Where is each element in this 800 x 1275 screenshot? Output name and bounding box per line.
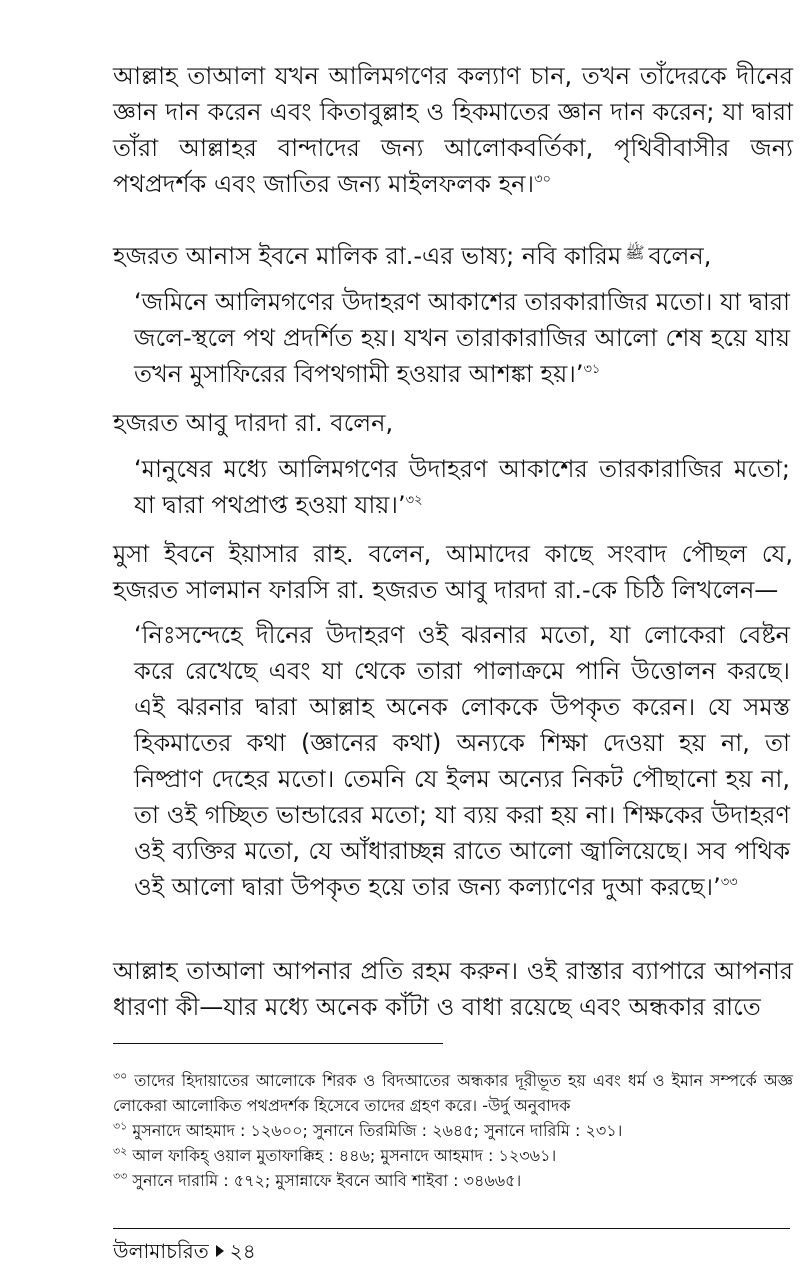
paragraph-4 (113, 536, 793, 608)
footnote-number: ৩৩ (113, 1169, 128, 1183)
footer-rule (113, 1228, 790, 1229)
paragraph-2-text-after: বলেন, (648, 242, 712, 270)
footnote-number: ৩১ (113, 1119, 128, 1133)
quote-1-text: ‘জমিনে আলিমগণের উদাহরণ আকাশের তারকারাজির মতো। যা দ্বারা জলে-স্থলে পথ প্রদর্শিত হয়। যখন তারাকারাজির আলো শেষ হয়ে যায় তখন মুসাফিরের বিপথগামী হওয়ার আশঙ্কা হয়।’ (134, 288, 790, 388)
quote-2-text: ‘মানুষের মধ্যে আলিমগণের উদাহরণ আকাশের তারকারাজির মতো; যা দ্বারা পথপ্রাপ্ত হওয়া যায়।’ (134, 455, 790, 519)
paragraph-5-text: আল্লাহ তাআলা আপনার প্রতি রহম করুন। ওই রাস্তার ব্যাপারে আপনার ধারণা কী—যার মধ্যে অনেক কাঁটা ও বাধা রয়েছে এবং অন্ধকার রাতে (113, 957, 793, 1021)
paragraph-3 (113, 405, 793, 441)
paragraph-1-text: আল্লাহ তাআলা যখন আলিমগণের কল্যাণ চান, তখন তাঁদেরকে দীনের জ্ঞান দান করেন এবং কিতাবুল্লাহ ও হিকমাতের জ্ঞান দান করেন; যা দ্বারা তাঁরা আল্লাহর বান্দাদের জন্য আলোকবর্তিকা, পৃথিবীবাসীর জন্য পথপ্রদর্শক এবং জাতির জন্য মাইলফলক হন। (113, 62, 793, 198)
paragraph-4-text: মুসা ইবনে ইয়াসার রাহ. বলেন, আমাদের কাছে সংবাদ পৌছল যে, হজরত সালমান ফারসি রা. হজরত আবু দারদা রা.-কে চিঠি লিখলেন— (113, 540, 793, 604)
footnote-text: মুসনাদে আহমাদ : ১২৬০০; সুনানে তিরমিজি : ২৬৪৫; সুনানে দারিমি : ২৩১। (132, 1121, 623, 1140)
footnote-number: ৩০ (113, 1069, 128, 1083)
quote-1 (134, 284, 790, 392)
salawat-icon: ﷺ (625, 243, 645, 262)
footnote-separator (113, 1043, 443, 1044)
paragraph-2 (113, 238, 793, 274)
footnote-text: তাদের হিদায়াতের আলোকে শিরক ও বিদআতের অন্ধকার দূরীভূত হয় এবং ধর্ম ও ইমান সম্পর্কে অজ্ঞ লোকেরা আলোকিত পথপ্রদর্শক হিসেবে তাদের গ্রহণ করে। -উর্দু অনুবাদক (113, 1071, 793, 1115)
page-number: ২৪ (229, 1239, 256, 1263)
page-footer (113, 1236, 256, 1266)
quote-2 (134, 451, 790, 523)
book-title: উলামাচরিত (113, 1239, 209, 1263)
paragraph-5 (113, 953, 793, 1025)
footnote-text: আল ফাকিহ্ ওয়াল মুতাফাক্কিহ : ৪৪৬; মুসনাদে আহমাদ : ১২৩৬১। (132, 1146, 557, 1165)
footnote-32 (113, 1143, 793, 1168)
footnote-number: ৩২ (113, 1144, 128, 1158)
footnote-30 (113, 1068, 793, 1118)
footnote-ref-32: ৩২ (405, 493, 423, 508)
footnote-31 (113, 1118, 793, 1143)
footnote-text: সুনানে দারামি : ৫৭২; মুসান্নাফে ইবনে আবি শাইবা : ৩৪৬৬৫। (132, 1171, 522, 1190)
quote-3 (134, 617, 790, 905)
footnote-33 (113, 1168, 793, 1193)
footnote-ref-33: ৩৩ (720, 875, 738, 890)
paragraph-2-text: হজরত আনাস ইবনে মালিক রা.-এর ভাষ্য; নবি কারিম (113, 242, 622, 270)
paragraph-3-text: হজরত আবু দারদা রা. বলেন, (113, 409, 394, 437)
footnote-ref-30: ৩০ (534, 172, 551, 187)
footnotes (113, 1068, 793, 1193)
quote-3-text: ‘নিঃসন্দেহে দীনের উদাহরণ ওই ঝরনার মতো, যা লোকেরা বেষ্টন করে রেখেছে এবং যা থেকে তারা পালাক্রমে পানি উত্তোলন করছে। এই ঝরনার দ্বারা আল্লাহ অনেক লোককে উপকৃত করেন। যে সমস্ত হিকমাতের কথা (জ্ঞানের কথা) অন্যকে শিক্ষা দেওয়া হয় না, তা নিষ্প্রাণ দেহের মতো। তেমনি যে ইলম অন্যের নিকট পৌছানো হয় না, তা ওই গচ্ছিত ভান্ডারের মতো; যা ব্যয় করা হয় না। শিক্ষকের উদাহরণ ওই ব্যক্তির মতো, যে আঁধারাচ্ছন্ন রাতে আলো জ্বালিয়েছে। সব পথিক ওই আলো দ্বারা উপকৃত হয়ে তার জন্য কল্যাণের দুআ করছে।’ (134, 621, 790, 901)
triangle-right-icon (216, 1245, 224, 1257)
paragraph-1 (113, 58, 793, 202)
footnote-ref-31: ৩১ (583, 362, 601, 377)
